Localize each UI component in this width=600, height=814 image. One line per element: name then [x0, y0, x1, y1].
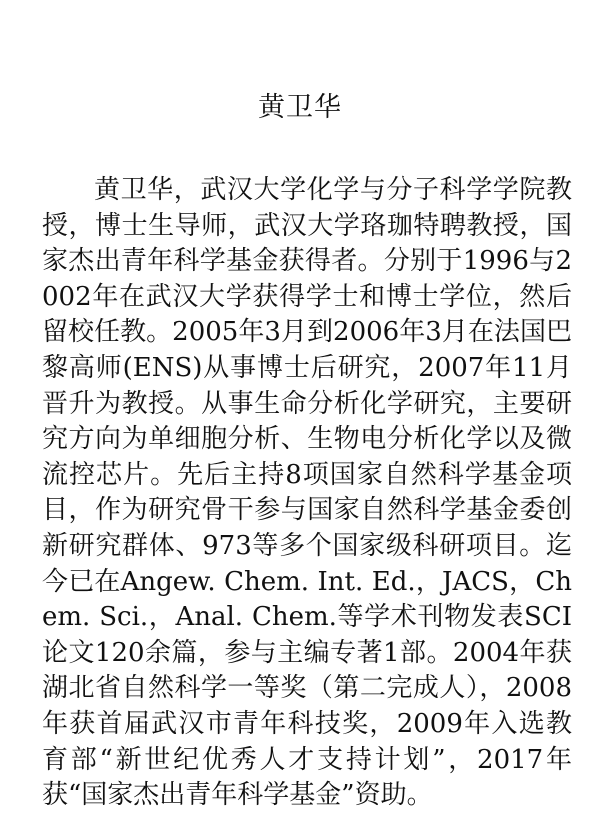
biography-paragraph: 黄卫华，武汉大学化学与分子科学学院教授，博士生导师，武汉大学珞珈特聘教授，国家杰出青年科学基金获得者。分别于1996与2002年在武汉大学获得学士和博士学位，然后留校任教。2005年3月到2006年3月在法国巴黎高师(ENS)从事博士后研究，2007年11月晋升为教授。从事生命分析化学研究，主要研究方向为单细胞分析、生物电分析化学以及微流控芯片。先后主持8项国家自然科学基金项目，作为研究骨干参与国家自然科学基金委创新研究群体、973等多个国家级科研项目。迄今已在Angew. Chem. Int. Ed.，JACS，Chem. Sci.，Anal. Chem.等学术刊物发表SCI论文120余篇，参与主编专著1部。2004年获湖北省自然科学一等奖（第二完成人），2008年获首届武汉市青年科技奖，2009年入选教育部“新世纪优秀人才支持计划”，2017年获“国家杰出青年科学基金”资助。 [42, 175, 572, 811]
page-title: 黄卫华 [258, 92, 342, 123]
